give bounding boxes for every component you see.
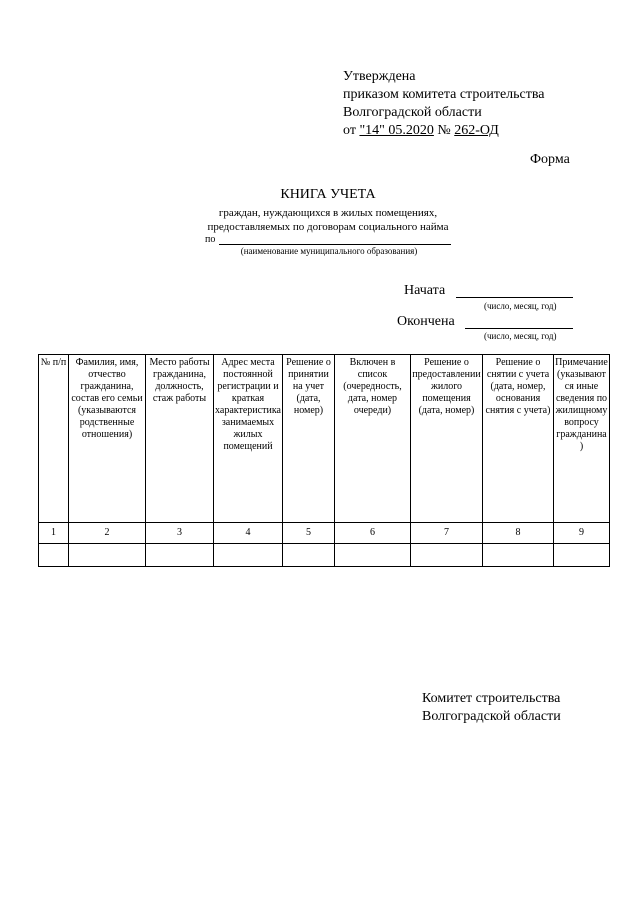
table-cell: [69, 544, 146, 567]
subtitle-line-2: предоставляемых по договорам социального найма: [207, 221, 449, 233]
approval-block: [343, 68, 545, 140]
table-cell: [146, 544, 214, 567]
table-cell: [283, 544, 335, 567]
approval-line-3: Волгоградской области: [343, 105, 482, 120]
column-number: 4: [214, 523, 283, 544]
column-number: 7: [411, 523, 483, 544]
table-cell: [411, 544, 483, 567]
table-row: [39, 544, 610, 567]
column-number: 6: [335, 523, 411, 544]
subtitle-line-1: граждан, нуждающихся в жилых помещениях,: [218, 207, 438, 219]
column-number: 3: [146, 523, 214, 544]
municipality-field: [219, 244, 451, 245]
registry-table: [38, 354, 610, 567]
table-cell: [335, 544, 411, 567]
started-caption: (число, месяц, год): [484, 301, 557, 311]
column-number: 2: [69, 523, 146, 544]
table-cell: [39, 544, 69, 567]
header-cell-housing-decision: Решение о предоставлении жилого помещения (дата, номер): [411, 355, 483, 523]
column-number: 1: [39, 523, 69, 544]
po-label: по: [205, 234, 216, 245]
approval-number: 262-ОД: [454, 123, 499, 138]
ended-label: Окончена: [397, 314, 455, 329]
document-title: КНИГА УЧЕТА: [280, 187, 376, 202]
header-cell-removal-decision: Решение о снятии с учета (дата, номер, основания снятия с учета): [483, 355, 554, 523]
approval-number-prefix: №: [433, 123, 455, 138]
municipality-caption: (наименование муниципального образования): [240, 246, 418, 256]
started-field: [456, 297, 573, 298]
approval-date: "14" 05.2020: [359, 123, 434, 138]
approval-line-2: приказом комитета строительства: [343, 87, 545, 102]
table-cell: [483, 544, 554, 567]
committee-line-2: Волгоградской области: [422, 709, 561, 724]
ended-caption: (число, месяц, год): [484, 331, 557, 341]
started-label: Начата: [404, 283, 446, 298]
header-cell-note: Примечание (указываются иные сведения по жилищному вопросу гражданина): [554, 355, 610, 523]
header-cell-address: Адрес места постоянной регистрации и краткая характеристика занимаемых жилых помещений: [214, 355, 283, 523]
committee-line-1: Комитет строительства: [422, 691, 561, 706]
column-number: 9: [554, 523, 610, 544]
table-numbers-row: [39, 523, 610, 544]
header-cell-number: № п/п: [39, 355, 69, 523]
header-cell-work: Место работы гражданина, должность, стаж работы: [146, 355, 214, 523]
header-cell-name: Фамилия, имя, отчество гражданина, состав его семьи (указываются родственные отношения): [69, 355, 146, 523]
approval-order-line: [343, 122, 545, 140]
approval-line-1: Утверждена: [343, 69, 416, 84]
table-header-row: [39, 355, 610, 523]
table-cell: [214, 544, 283, 567]
table-cell: [554, 544, 610, 567]
ended-field: [465, 328, 573, 329]
form-label: Форма: [530, 152, 570, 167]
header-cell-list-inclusion: Включен в список (очередность, дата, номер очереди): [335, 355, 411, 523]
committee-signature: [422, 690, 561, 726]
approval-date-prefix: от: [343, 123, 360, 138]
column-number: 5: [283, 523, 335, 544]
header-cell-registration-decision: Решение о принятии на учет (дата, номер): [283, 355, 335, 523]
column-number: 8: [483, 523, 554, 544]
